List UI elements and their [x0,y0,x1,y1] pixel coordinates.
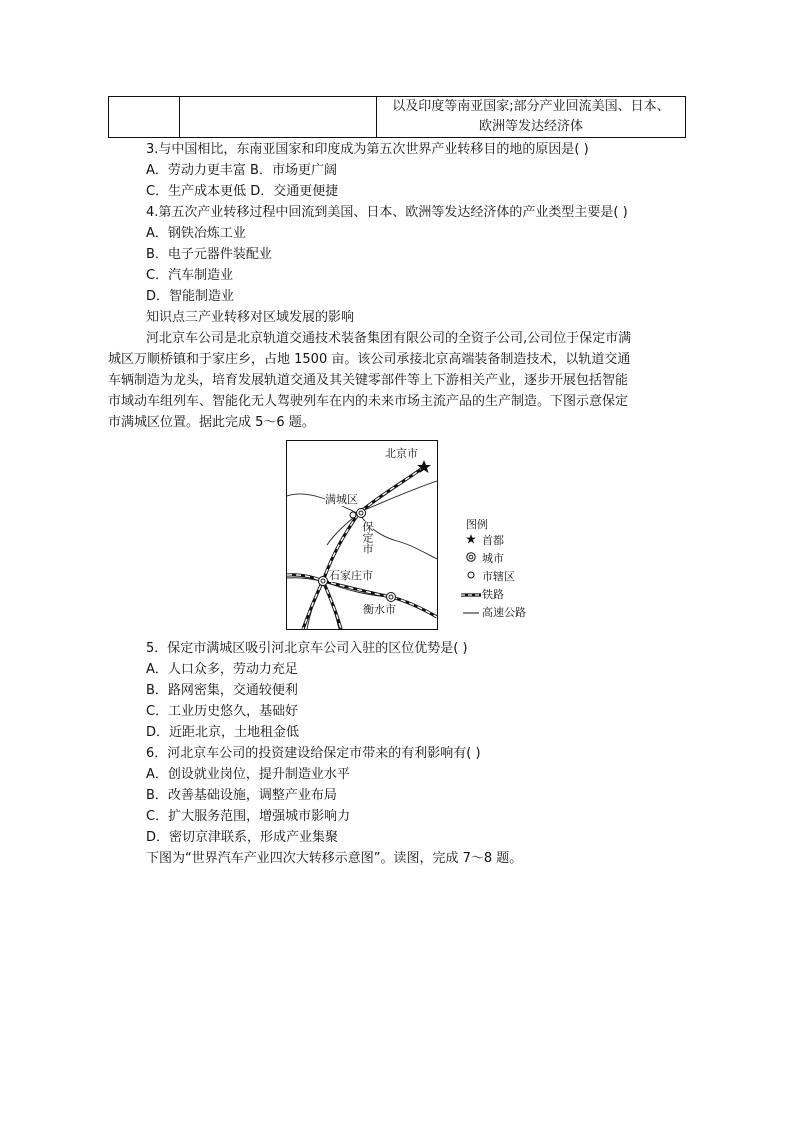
passage-line-5: 市满城区位置。据此完成 5～6 题。 [108,415,315,430]
legend-item-city [460,552,504,566]
city-double-circle-icon [460,552,482,566]
legend-label: 铁路 [482,588,504,601]
industry-transfer-table-fragment [108,96,686,138]
question-4-option-b: B．电子元器件装配业 [146,247,272,262]
legend-label: 首都 [482,534,504,547]
closing-instruction: 下图为“世界汽车产业四次大转移示意图”。读图，完成 7～8 题。 [146,851,523,866]
passage-line-1: 河北京车公司是北京轨道交通技术装备集团有限公司的全资子公司,公司位于保定市满 [146,331,632,346]
table-cell-empty-1 [109,97,180,138]
highway-line-icon [460,606,482,620]
question-5-option-a: A．人口众多，劳动力充足 [146,662,298,677]
map-label-beijing: 北京市 [385,447,418,460]
district-circle-icon [460,570,482,584]
location-map [286,440,438,630]
question-6-option-d: D．密切京津联系，形成产业集聚 [146,830,339,845]
legend-item-highway [460,606,526,620]
legend-item-railway [460,588,504,602]
question-4-option-a: A．钢铁冶炼工业 [146,226,246,241]
map-label-hengshui: 衡水市 [363,603,396,616]
table-row [109,97,686,138]
question-4-option-d: D．智能制造业 [146,289,235,304]
question-4-stem: 4.第五次产业转移过程中回流到美国、日本、欧洲等发达经济体的产业类型主要是( ) [146,205,628,220]
railway-icon [460,588,482,602]
question-6-option-b: B．改善基础设施，调整产业布局 [146,788,337,803]
table-cell-empty-2 [180,97,377,138]
passage-line-3: 车辆制造为龙头，培育发展轨道交通及其关键零部件等上下游相关产业，逐步开展包括智能 [108,373,629,388]
star-icon [460,534,482,548]
table-cell-text [377,97,686,138]
question-3-options-ab: A．劳动力更丰富 B．市场更广阔 [146,163,337,178]
question-6-stem: 6．河北京车公司的投资建设给保定市带来的有利影响有( ) [146,746,481,761]
legend-label: 城市 [482,552,504,565]
question-5-option-b: B．路网密集，交通较便利 [146,683,298,698]
question-3-options-cd: C．生产成本更低 D．交通更便捷 [146,184,339,199]
table-cell-line-1: 以及印度等南亚国家;部分产业回流美国、日本、 [392,99,670,114]
question-4-option-c: C．汽车制造业 [146,268,234,283]
legend-item-capital [460,534,504,548]
question-5-option-d: D．近距北京，土地租金低 [146,725,300,740]
legend-title: 图例 [466,518,488,531]
table-cell-line-2: 欧洲等发达经济体 [478,119,583,134]
question-5-stem: 5．保定市满城区吸引河北京车公司入驻的区位优势是( ) [146,641,468,656]
map-label-mancheng: 满城区 [325,493,358,506]
passage-line-4: 市域动车组列车、智能化无人驾驶列车在内的未来市场主流产品的生产制造。下图示意保定 [108,394,629,409]
legend-label: 高速公路 [482,606,526,619]
map-label-baoding: 保定市 [361,521,374,554]
passage-line-2: 城区万顺桥镇和于家庄乡，占地 1500 亩。该公司承接北京高端装备制造技术，以轨道交通 [108,352,631,367]
legend-item-district [460,570,515,584]
section-title: 知识点三产业转移对区域发展的影响 [146,310,355,325]
question-3-stem: 3.与中国相比，东南亚国家和印度成为第五次世界产业转移目的地的原因是( ) [146,142,589,157]
district-circle-icon [350,512,356,518]
question-6-option-a: A．创设就业岗位，提升制造业水平 [146,767,350,782]
legend-label: 市辖区 [482,570,515,583]
map-label-shijiazhuang: 石家庄市 [329,569,373,582]
question-6-option-c: C．扩大服务范围，增强城市影响力 [146,809,351,824]
question-5-option-c: C．工业历史悠久，基础好 [146,704,299,719]
